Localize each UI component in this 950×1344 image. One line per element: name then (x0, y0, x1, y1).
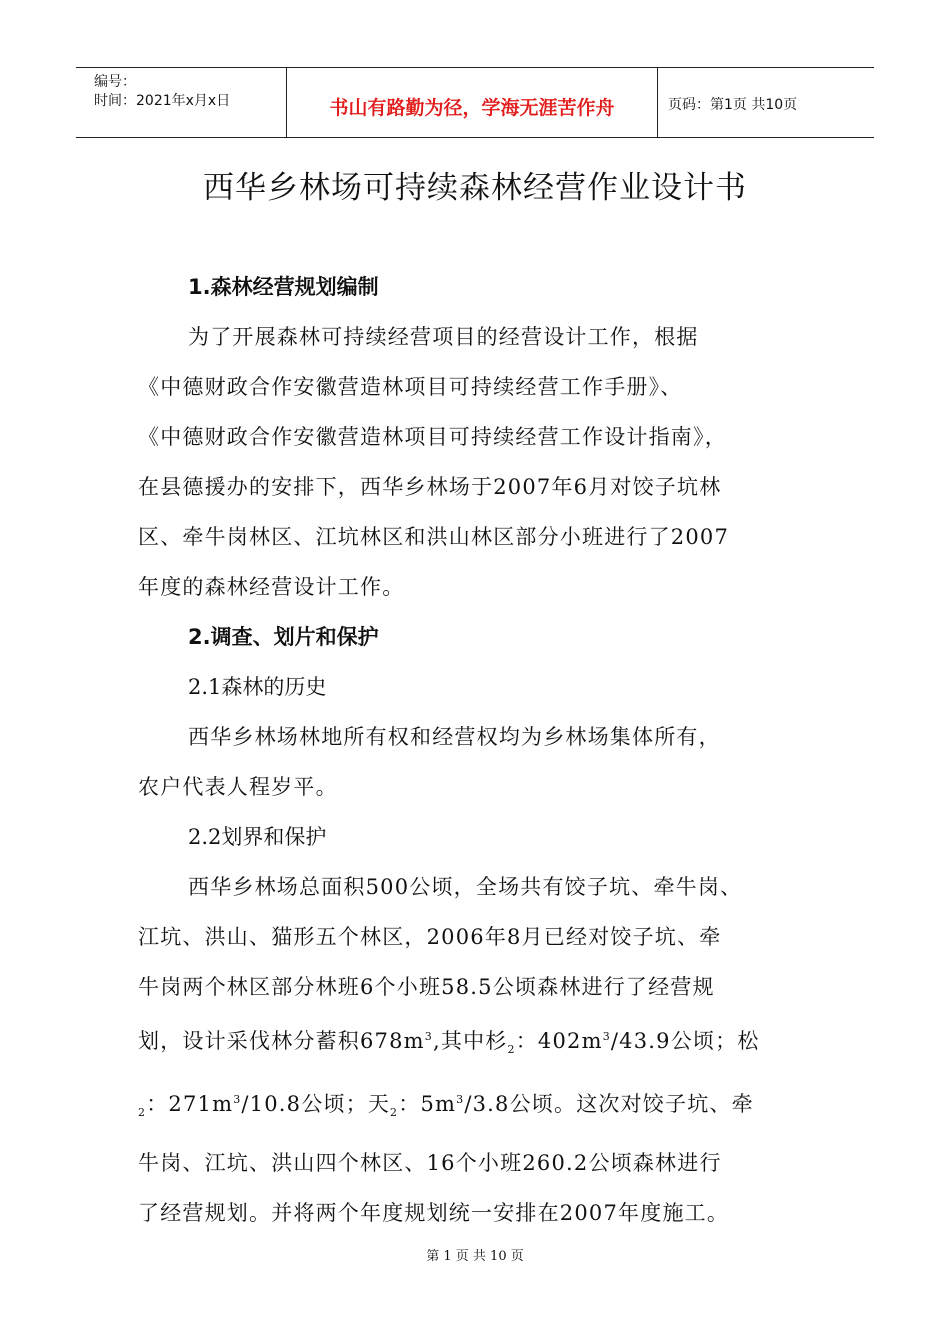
document-body (138, 262, 838, 1238)
superscript: 3 (602, 1030, 611, 1043)
paragraph-line: 西华乡林场林地所有权和经营权均为乡林场集体所有， (188, 725, 721, 749)
paragraph-line: 年度的森林经营设计工作。 (138, 575, 405, 599)
header-slogan-cell (287, 68, 658, 137)
text-run: ：402m (515, 1029, 603, 1053)
number-label: 编号： (94, 74, 136, 90)
paragraph-line: 农户代表人程岁平。 (138, 775, 338, 799)
subscript: 2 (138, 1106, 147, 1120)
text-run: ：5m (398, 1092, 457, 1117)
page-info: 页码：第1页 共10页 (668, 97, 798, 113)
header-table (76, 67, 874, 138)
slogan: 书山有路勤为径，学海无涯苦作舟 (329, 97, 615, 119)
paragraph-line: 江坑、洪山、猫形五个林区，2006年8月已经对饺子坑、牵 (138, 925, 722, 949)
paragraph-line: 区、牵牛岗林区、江坑林区和洪山林区部分小班进行了2007 (138, 525, 730, 549)
text-run: ,其中杉 (433, 1029, 508, 1053)
section-2-1-paragraph (138, 712, 838, 812)
superscript: 3 (424, 1030, 433, 1043)
paragraph-line: 了经营规划。并将两个年度规划统一安排在2007年度施工。 (138, 1201, 730, 1226)
section-1-paragraph (138, 312, 838, 612)
subscript: 2 (390, 1106, 399, 1120)
paragraph-line (138, 1012, 838, 1075)
paragraph-line (138, 1075, 838, 1138)
superscript: 3 (233, 1093, 242, 1107)
paragraph-line: 在县德援办的安排下，西华乡林场于2007年6月对饺子坑林 (138, 475, 722, 499)
paragraph-line: 为了开展森林可持续经营项目的经营设计工作，根据 (188, 325, 699, 349)
page-footer: 第 1 页 共 10 页 (426, 1249, 524, 1264)
section-1-heading: 1.森林经营规划编制 (188, 275, 379, 299)
text-run: 划，设计采伐林分蓄积678m (138, 1029, 425, 1053)
section-2-2-heading: 2.2划界和保护 (188, 825, 327, 849)
header-meta-cell (76, 68, 287, 137)
paragraph-line: 《中德财政合作安徽营造林项目可持续经营工作设计指南》， (138, 425, 727, 449)
text-run: /10.8公顷；天 (241, 1092, 391, 1117)
text-run: ：271m (146, 1092, 234, 1117)
section-2-1-heading: 2.1森林的历史 (188, 675, 327, 699)
time-label: 时间：2021年x月x日 (94, 93, 231, 109)
section-2-2-paragraph (138, 862, 838, 1238)
header-page-cell (658, 68, 874, 137)
paragraph-line: 西华乡林场总面积500公顷，全场共有饺子坑、牵牛岗、 (188, 875, 743, 899)
text-run: /43.9公顷；松 (610, 1029, 760, 1053)
document-title: 西华乡林场可持续森林经营作业设计书 (203, 170, 747, 206)
paragraph-line: 牛岗两个林区部分林班6个小班58.5公顷森林进行了经营规 (138, 975, 715, 999)
subscript: 2 (507, 1043, 516, 1057)
superscript: 3 (456, 1093, 465, 1107)
text-run: /3.8公顷。这次对饺子坑、牵 (464, 1092, 754, 1117)
paragraph-line: 牛岗、江坑、洪山四个林区、16个小班260.2公顷森林进行 (138, 1151, 722, 1176)
paragraph-line: 《中德财政合作安徽营造林项目可持续经营工作手册》、 (138, 375, 683, 399)
section-2-heading: 2.调查、划片和保护 (188, 625, 379, 649)
